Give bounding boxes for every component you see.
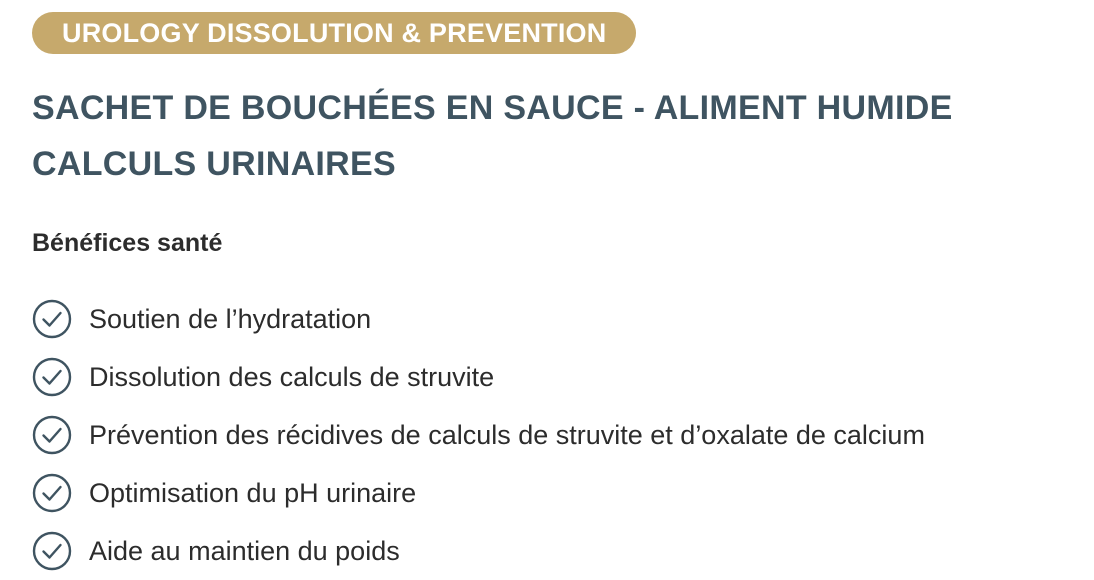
benefit-item-weight-maintenance — [32, 522, 925, 580]
product-title — [32, 80, 1072, 192]
benefit-label: Aide au maintien du poids — [89, 535, 400, 566]
benefit-item-recurrence-prevention — [32, 406, 925, 464]
benefit-label: Soutien de l’hydratation — [89, 303, 372, 334]
product-title-line-2: CALCULS URINAIRES — [32, 145, 396, 183]
benefit-item-struvite-dissolution — [32, 348, 925, 406]
benefit-label: Dissolution des calculs de struvite — [89, 361, 495, 392]
check-circle-icon — [32, 415, 72, 455]
check-circle-icon — [32, 357, 72, 397]
category-badge: UROLOGY DISSOLUTION & PREVENTION — [32, 12, 636, 54]
check-circle-icon — [32, 299, 72, 339]
benefit-label: Prévention des récidives de calculs de struvite et d’oxalate de calcium — [89, 419, 925, 450]
check-circle-icon — [32, 473, 72, 513]
check-circle-icon — [32, 531, 72, 571]
benefit-item-ph-optimisation — [32, 464, 925, 522]
product-title-line-1: SACHET DE BOUCHÉES EN SAUCE - ALIMENT HUMIDE — [32, 89, 953, 127]
benefits-list — [32, 290, 925, 580]
benefit-item-hydration — [32, 290, 925, 348]
benefits-heading: Bénéfices santé — [32, 229, 223, 257]
benefit-label: Optimisation du pH urinaire — [89, 477, 417, 508]
